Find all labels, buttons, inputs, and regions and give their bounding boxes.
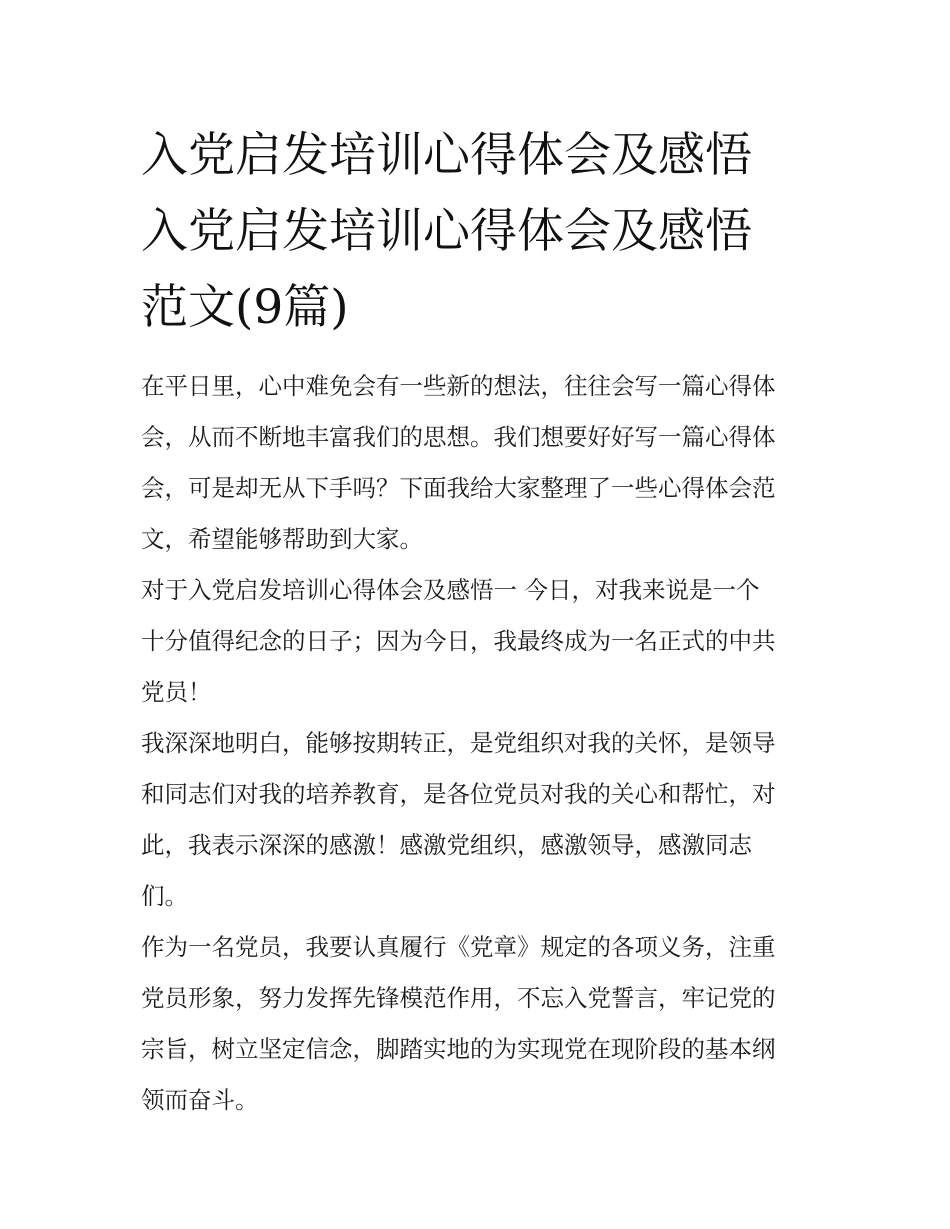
paragraph-intro [141,361,813,565]
text-line: 文，希望能够帮助到大家。 [141,525,423,553]
text-line: 和同志们对我的培养教育，是各位党员对我的关心和帮忙，对 [141,780,776,808]
text-line: 党员形象，努力发挥先锋模范作用，不忘入党誓言，牢记党的 [141,984,776,1012]
title-line: 入党启发培训心得体会及感悟 [141,128,752,183]
document-body [141,361,813,1126]
title-line: 范文(9篇) [141,280,349,335]
text-line: 领而奋斗。 [141,1086,259,1114]
text-line: 会，从而不断地丰富我们的思想。我们想要好好写一篇心得体 [141,423,776,451]
text-line: 此，我表示深深的感激！感激党组织，感激领导，感激同志 [141,831,752,859]
document-page [141,118,813,1126]
document-title [141,118,813,346]
text-line: 我深深地明白，能够按期转正，是党组织对我的关怀，是领导 [141,729,776,757]
text-line: 们。 [141,882,188,910]
paragraph-2 [141,718,813,922]
text-line: 在平日里，心中难免会有一些新的想法，往往会写一篇心得体 [141,372,776,400]
text-line: 会，可是却无从下手吗？下面我给大家整理了一些心得体会范 [141,474,776,502]
text-line: 党员！ [141,678,212,706]
title-line: 入党启发培训心得体会及感悟 [141,204,752,259]
text-line: 作为一名党员，我要认真履行《党章》规定的各项义务，注重 [141,933,776,961]
paragraph-3 [141,922,813,1126]
text-line: 对于入党启发培训心得体会及感悟一 今日，对我来说是一个 [141,576,760,604]
text-line: 十分值得纪念的日子；因为今日，我最终成为一名正式的中共 [141,627,776,655]
paragraph-1 [141,565,813,718]
text-line: 宗旨，树立坚定信念，脚踏实地的为实现党在现阶段的基本纲 [141,1035,776,1063]
